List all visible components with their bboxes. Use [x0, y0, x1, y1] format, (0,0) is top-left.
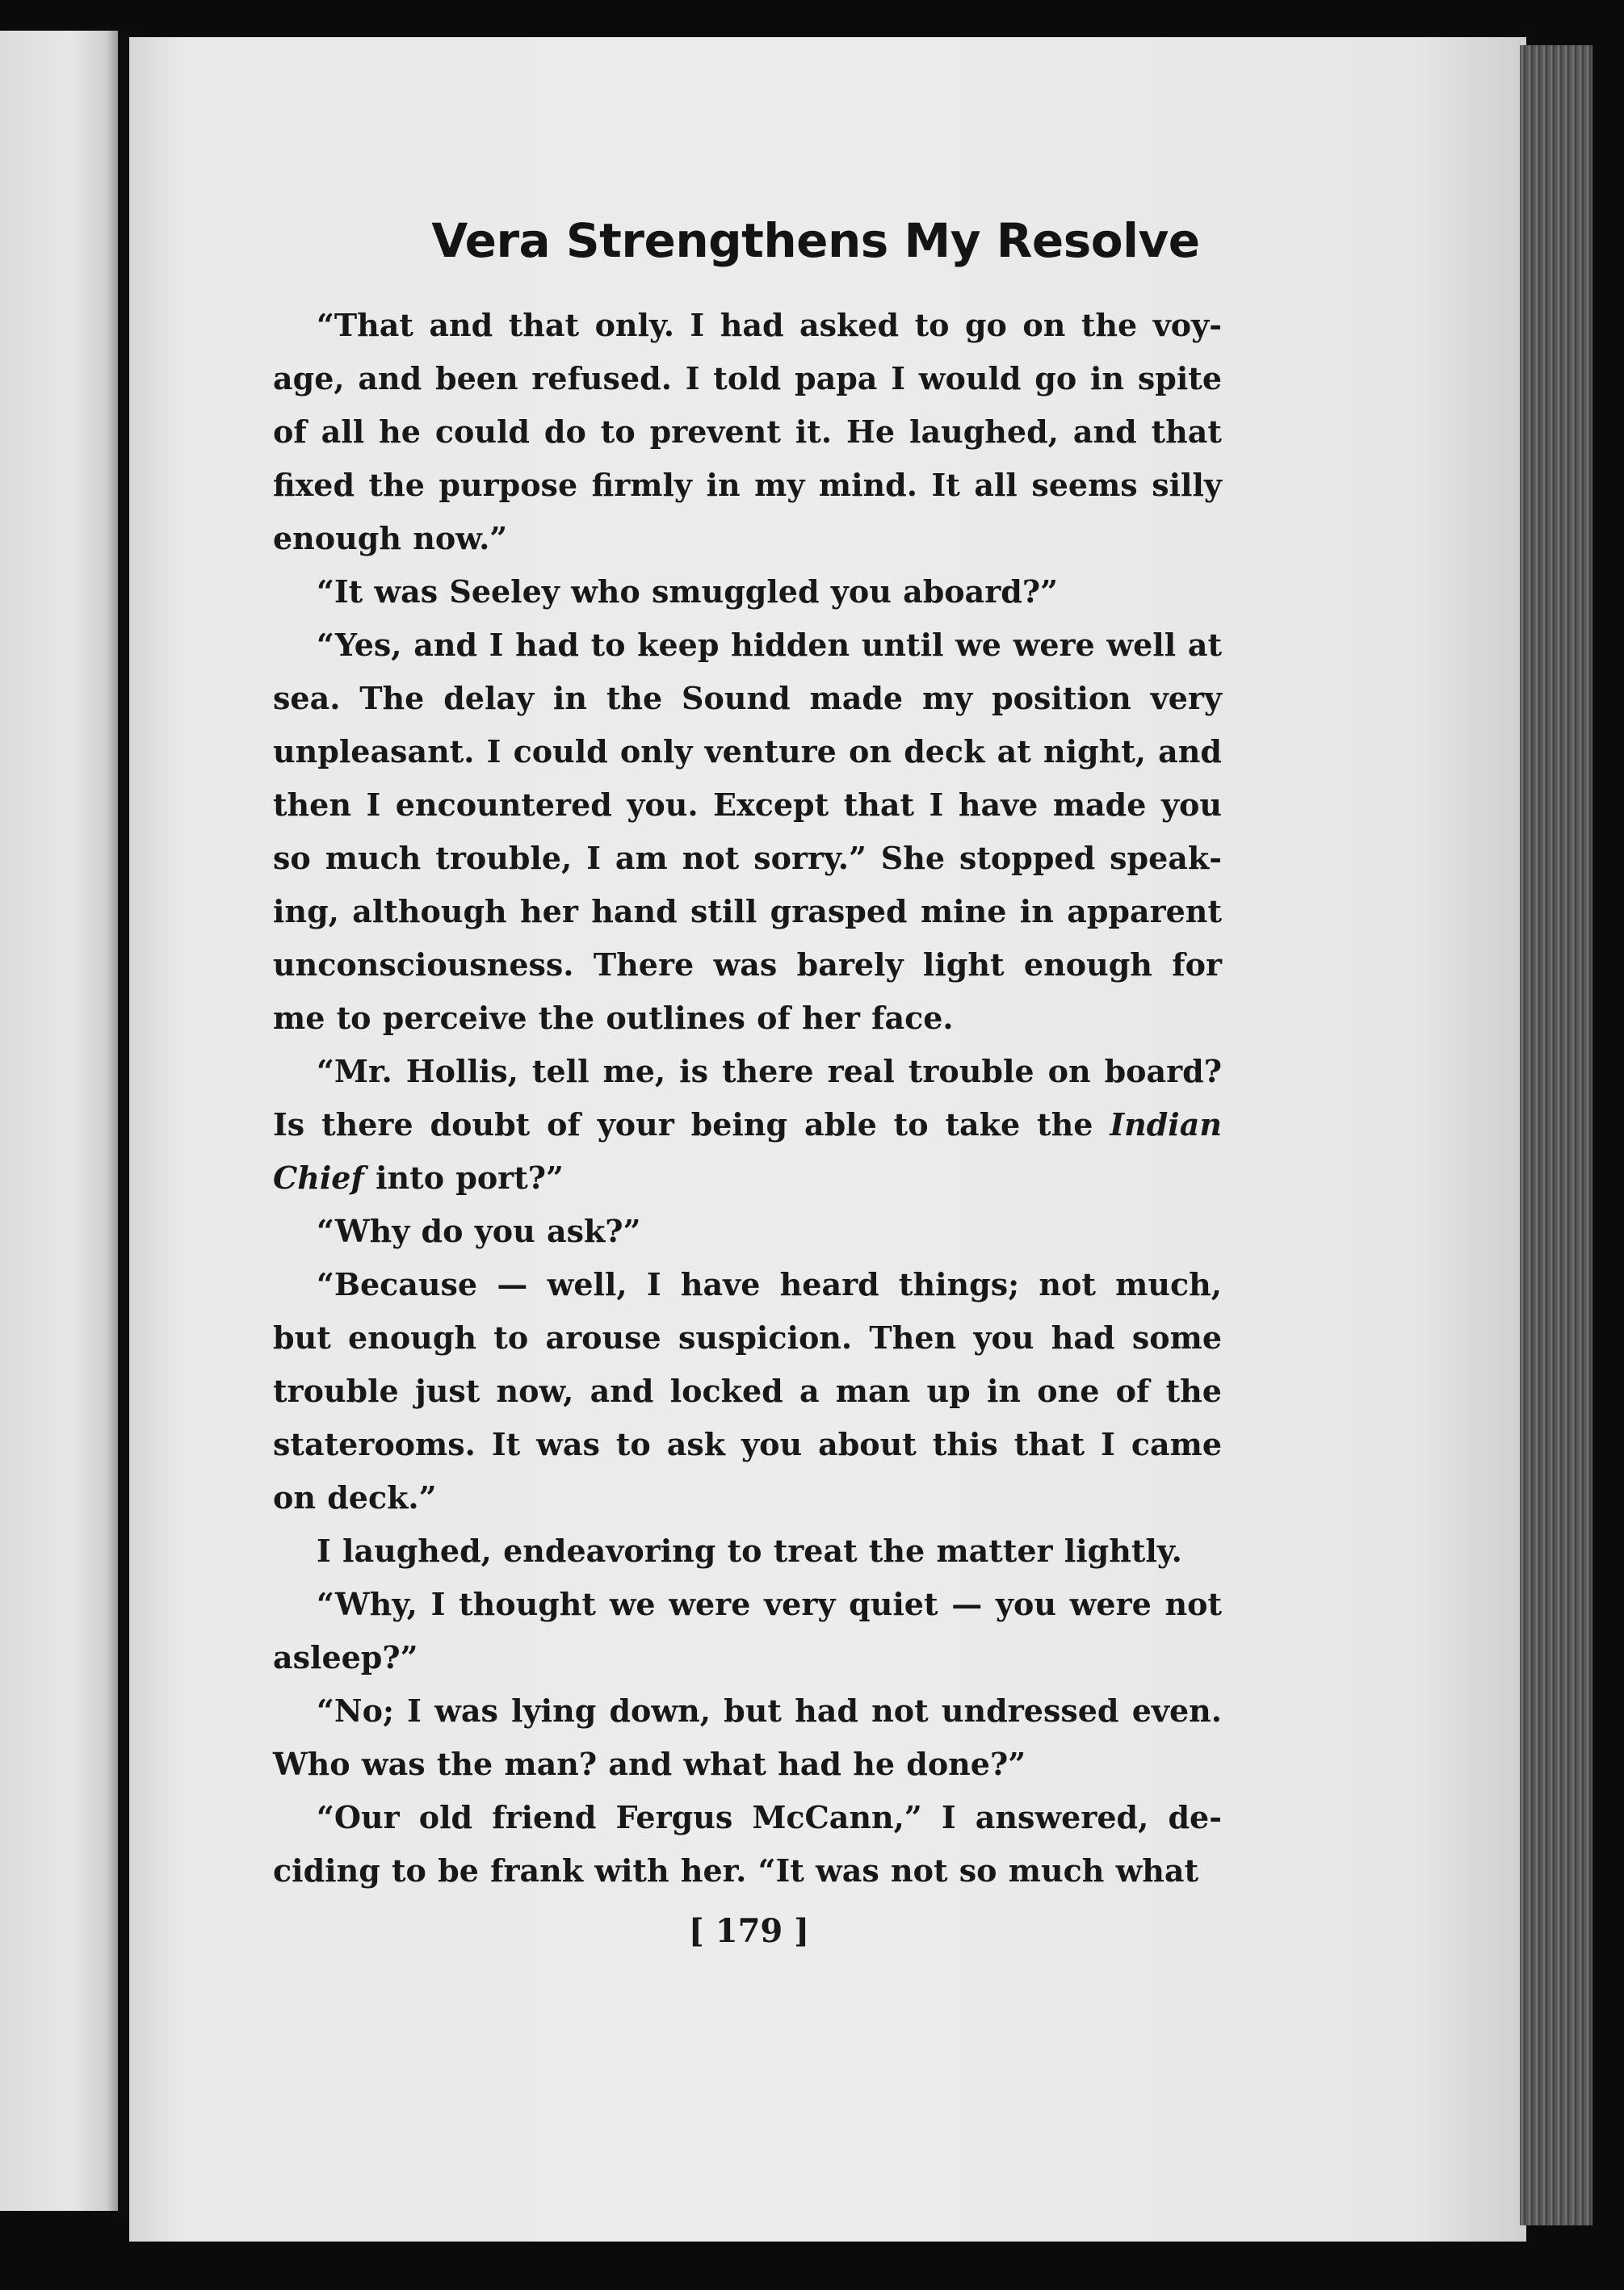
body-text	[273, 299, 1222, 1898]
ship-name: Indian Chief	[273, 1106, 1222, 1196]
page-number: [ 179 ]	[688, 1912, 810, 1950]
paragraph: “No; I was lying down, but had not undressed even. Who was the man? and what had he done?”	[273, 1692, 1222, 1782]
facing-page-edge	[0, 31, 118, 2211]
paragraph-text: “Mr. Hollis, tell me, is there real trouble on board? Is there doubt of your being able to take the	[273, 1053, 1222, 1143]
paragraph: “Because — well, I have heard things; not much, but enough to arouse suspicion. Then you had some trouble just now, and locked a man up in one of the staterooms. It was to ask you about this that I came on deck.”	[273, 1266, 1222, 1516]
paragraph	[273, 1045, 1222, 1205]
paragraph: “It was Seeley who smuggled you aboard?”	[317, 573, 1058, 610]
page-stack-edge	[1520, 45, 1593, 2225]
paragraph: “Yes, and I had to keep hidden until we were well at sea. The delay in the Sound made my position very unpleasant. I could only venture on deck at night, and then I encountered you. Except that I have made you so much trouble, I am not sorry.” She stopped speaking, although her hand still grasped mine in apparent unconsciousness. There was barely light enough for me to perceive the outlines of her face.	[273, 627, 1222, 1036]
paragraph: “That and that only. I had asked to go on the voyage, and been refused. I told papa I would go in spite of all he could do to prevent it. He laughed, and that fixed the purpose firmly in my mind. It all seems silly enough now.”	[273, 307, 1222, 556]
paragraph: I laughed, endeavoring to treat the matter lightly.	[317, 1533, 1182, 1569]
paragraph-text: into port?”	[363, 1160, 564, 1196]
running-head: Vera Strengthens My Resolve	[431, 213, 1200, 268]
paragraph: “Why do you ask?”	[317, 1213, 641, 1249]
paragraph: “Why, I thought we were very quiet — you were not asleep?”	[273, 1586, 1222, 1676]
paragraph: “Our old friend Fergus McCann,” I answered, deciding to be frank with her. “It was not so much what	[273, 1799, 1222, 1889]
